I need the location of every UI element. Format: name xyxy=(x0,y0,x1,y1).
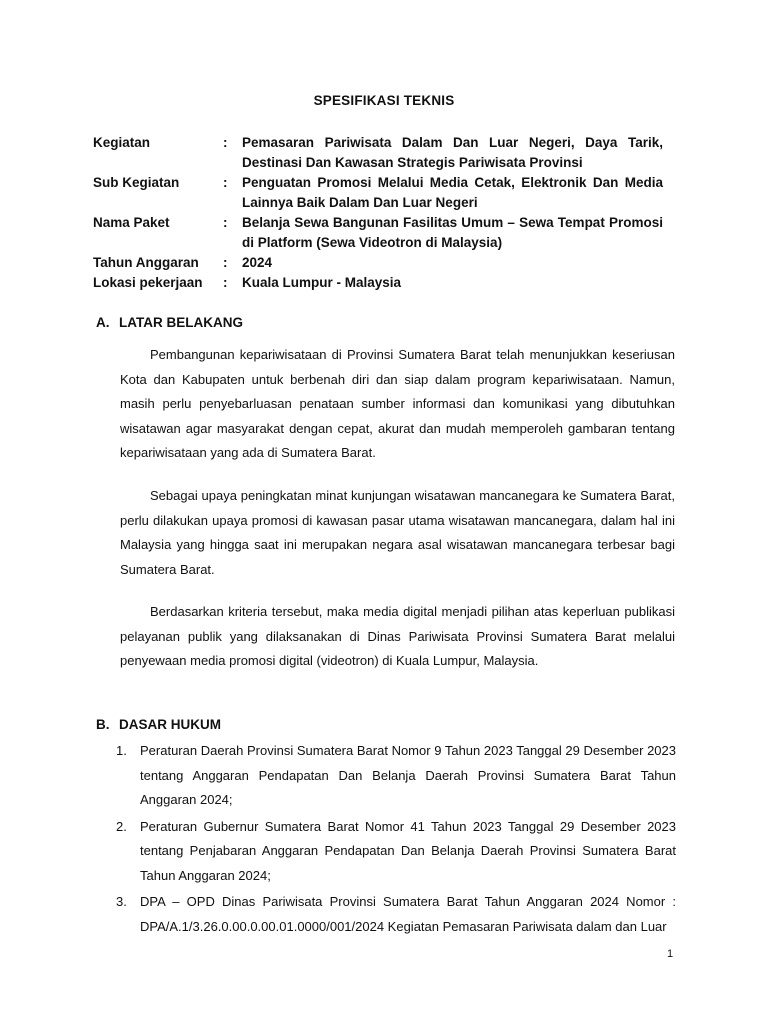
info-row-lokasi-pekerjaan xyxy=(93,273,663,293)
info-colon: : xyxy=(223,255,228,270)
info-row-kegiatan xyxy=(93,133,663,173)
info-label: Tahun Anggaran xyxy=(93,255,199,270)
page-number: 1 xyxy=(667,948,674,960)
list-text: DPA – OPD Dinas Pariwisata Provinsi Sumatera Barat Tahun Anggaran 2024 Nomor : DPA/A.1/3.26.0.00.0.00.01.0000/001/2024 Kegiatan Pemasaran Pariwisata dalam dan Luar xyxy=(140,894,676,934)
info-colon: : xyxy=(223,215,228,230)
section-title: DASAR HUKUM xyxy=(119,717,221,732)
info-colon: : xyxy=(223,275,228,290)
section-letter: A. xyxy=(96,315,110,330)
info-value: Penguatan Promosi Melalui Media Cetak, Elektronik Dan Media Lainnya Baik Dalam Dan Luar Negeri xyxy=(242,175,663,210)
paragraph: Sebagai upaya peningkatan minat kunjungan wisatawan mancanegara ke Sumatera Barat, perlu dilakukan upaya promosi di kawasan pasar utama wisatawan mancanegara, dalam hal ini Malaysia yang hingga saat ini merupakan negara asal wisatawan mancanegara terbesar bagi Sumatera Barat. xyxy=(120,488,675,577)
section-b-heading xyxy=(96,717,221,732)
section-letter: B. xyxy=(96,717,110,732)
list-item xyxy=(116,890,676,939)
list-number: 1. xyxy=(116,743,127,758)
info-label: Kegiatan xyxy=(93,135,151,150)
info-value: Pemasaran Pariwisata Dalam Dan Luar Negeri, Daya Tarik, Destinasi Dan Kawasan Strategis Pariwisata Provinsi xyxy=(242,135,663,170)
paragraph: Pembangunan kepariwisataan di Provinsi Sumatera Barat telah menunjukkan keseriusan Kota dan Kabupaten untuk berbenah diri dan siap dalam program kepariwisataan. Namun, masih perlu penyebarluasan penataan sumber informasi dan komunikasi yang dibutuhkan wisatawan agar masyarakat dengan cepat, akurat dan mudah memperoleh gambaran tentang kepariwisataan yang ada di Sumatera Barat. xyxy=(120,347,675,460)
info-colon: : xyxy=(223,175,228,190)
list-item xyxy=(116,739,676,813)
info-colon: : xyxy=(223,135,228,150)
list-text: Peraturan Gubernur Sumatera Barat Nomor 41 Tahun 2023 Tanggal 29 Desember 2023 tentang Penjabaran Anggaran Pendapatan Dan Belanja Daerah Provinsi Sumatera Barat Tahun Anggaran 2024; xyxy=(140,818,676,883)
legal-basis-list xyxy=(116,739,676,941)
list-number: 2. xyxy=(116,818,127,834)
info-value: Kuala Lumpur - Malaysia xyxy=(242,275,402,290)
info-label: Lokasi pekerjaan xyxy=(93,275,203,290)
info-table xyxy=(93,133,663,293)
document-title: SPESIFIKASI TEKNIS xyxy=(313,93,455,108)
list-item xyxy=(116,815,676,889)
paragraph: Berdasarkan kriteria tersebut, maka media digital menjadi pilihan atas keperluan publikasi pelayanan publik yang dilaksanakan di Dinas Pariwisata Provinsi Sumatera Barat melalui penyewaan media promosi digital (videotron) di Kuala Lumpur, Malaysia. xyxy=(120,604,675,668)
list-number: 3. xyxy=(116,894,127,909)
info-row-nama-paket xyxy=(93,213,663,253)
section-a-heading xyxy=(96,315,243,330)
section-title: LATAR BELAKANG xyxy=(119,315,243,330)
info-row-sub-kegiatan xyxy=(93,173,663,213)
info-label: Sub Kegiatan xyxy=(93,175,180,190)
info-label: Nama Paket xyxy=(93,215,170,230)
info-value: Belanja Sewa Bangunan Fasilitas Umum – Sewa Tempat Promosi di Platform (Sewa Videotron di Malaysia) xyxy=(242,215,663,250)
info-value: 2024 xyxy=(242,255,273,270)
info-row-tahun-anggaran xyxy=(93,253,663,273)
list-text: Peraturan Daerah Provinsi Sumatera Barat Nomor 9 Tahun 2023 Tanggal 29 Desember 2023 tentang Anggaran Pendapatan Dan Belanja Daerah Provinsi Sumatera Barat Tahun Anggaran 2024; xyxy=(140,743,676,807)
